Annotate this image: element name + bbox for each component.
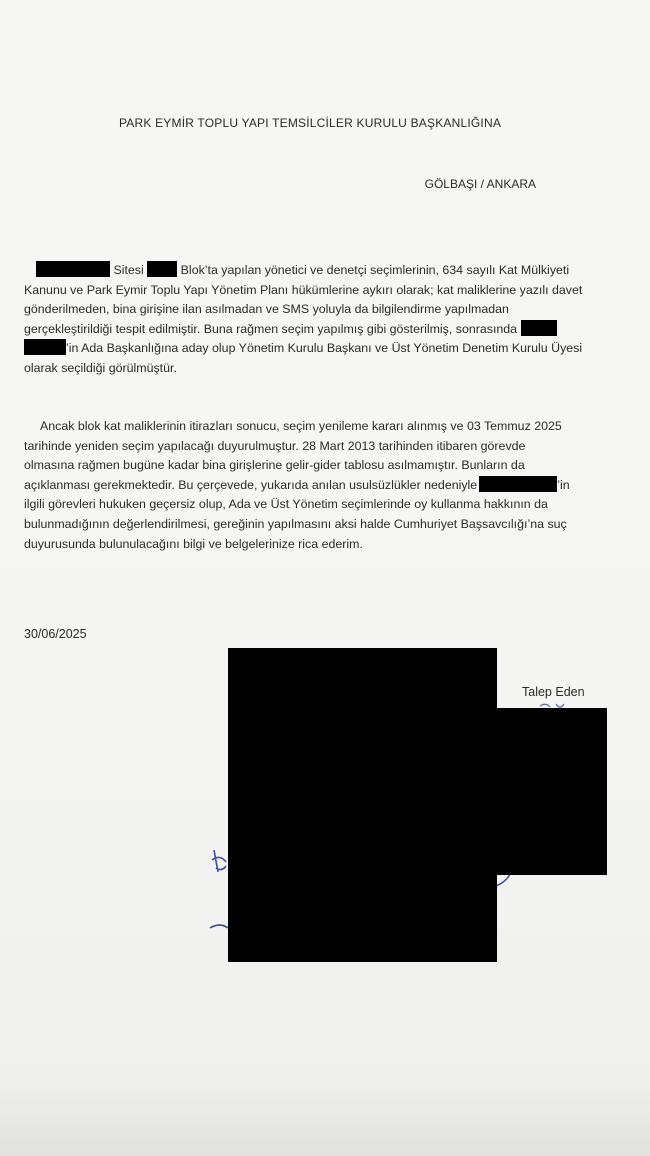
paragraph-2 (24, 417, 624, 554)
document-heading: PARK EYMİR TOPLU YAPI TEMSİLCİLER KURULU BAŞKANLIĞINA (118, 116, 502, 130)
paragraph-1-line-2: Kanunu ve Park Eymir Toplu Yapı Yönetim Planı hükümlerine aykırı olarak; kat maliklerine yazılı davet (24, 282, 583, 297)
redaction-block (147, 261, 177, 277)
text-fragment: Blok’ta yapılan yönetici ve denetçi seçimlerinin, 634 sayılı Kat Mülkiyeti (180, 263, 570, 277)
redaction-block (521, 320, 557, 336)
signature-label: Talep Eden (522, 685, 585, 699)
paragraph-1-line-1 (24, 261, 624, 281)
document-date: 30/06/2025 (24, 627, 87, 641)
text-fragment: açıklanması gerekmektedir. Bu çerçevede, yukarıda anılan usulsüzlükler nedeniyle (24, 477, 478, 492)
redaction-block (479, 476, 557, 492)
redaction-block (24, 339, 66, 355)
redaction-signature-area (228, 648, 497, 962)
paragraph-1 (24, 261, 624, 379)
paragraph-2-line-1: Ancak blok kat maliklerinin itirazları sonucu, seçim yenileme kararı alınmış ve 03 Temmuz 2025 (40, 419, 562, 433)
paragraph-2-line-4 (24, 476, 624, 496)
paragraph-1-line-3: gönderilmeden, bina girişine ilan asılmadan ve SMS yoluyla da bilgilendirme yapılmadan (24, 302, 509, 317)
paragraph-1-line-5 (24, 339, 624, 359)
paragraph-2-line-7: duyurusunda bulunulacağını bilgi ve belgelerinize rica ederim. (24, 536, 363, 551)
paragraph-1-line-4 (24, 320, 624, 340)
redaction-signature-area (460, 708, 607, 875)
text-fragment: ’in Ada Başkanlığına aday olup Yönetim Kurulu Başkanı ve Üst Yönetim Denetim Kurulu Üyesi (66, 341, 583, 356)
text-fragment: Sitesi (113, 263, 144, 277)
paragraph-2-line-6: bulunmadığının değerlendirilmesi, gereğinin yapılmasını aksi halde Cumhuriyet Başsavcılığı’na suç (24, 516, 567, 531)
text-fragment: ’in (557, 477, 570, 492)
paragraph-2-line-3: olmasına rağmen bugüne kadar bina girişlerine gelir-gider tablosu asılmamıştır. Bunların da (24, 458, 525, 473)
paragraph-2-line-2: tarihinde yeniden seçim yapılacağı duyurulmuştur. 28 Mart 2013 tarihinden itibaren görevde (24, 438, 526, 453)
redaction-block (36, 261, 110, 277)
document-city: GÖLBAŞI / ANKARA (424, 177, 536, 191)
paragraph-2-line-5: ilgili görevleri hukuken geçersiz olup, Ada ve Üst Yönetim seçimlerinde oy kullanma hakkının da (24, 497, 548, 512)
paragraph-1-line-6: olarak seçildiği görülmüştür. (24, 360, 177, 375)
text-fragment: gerçekleştirildiği tespit edilmiştir. Buna rağmen seçim yapılmış gibi gösterilmiş, sonrasında (24, 321, 518, 336)
